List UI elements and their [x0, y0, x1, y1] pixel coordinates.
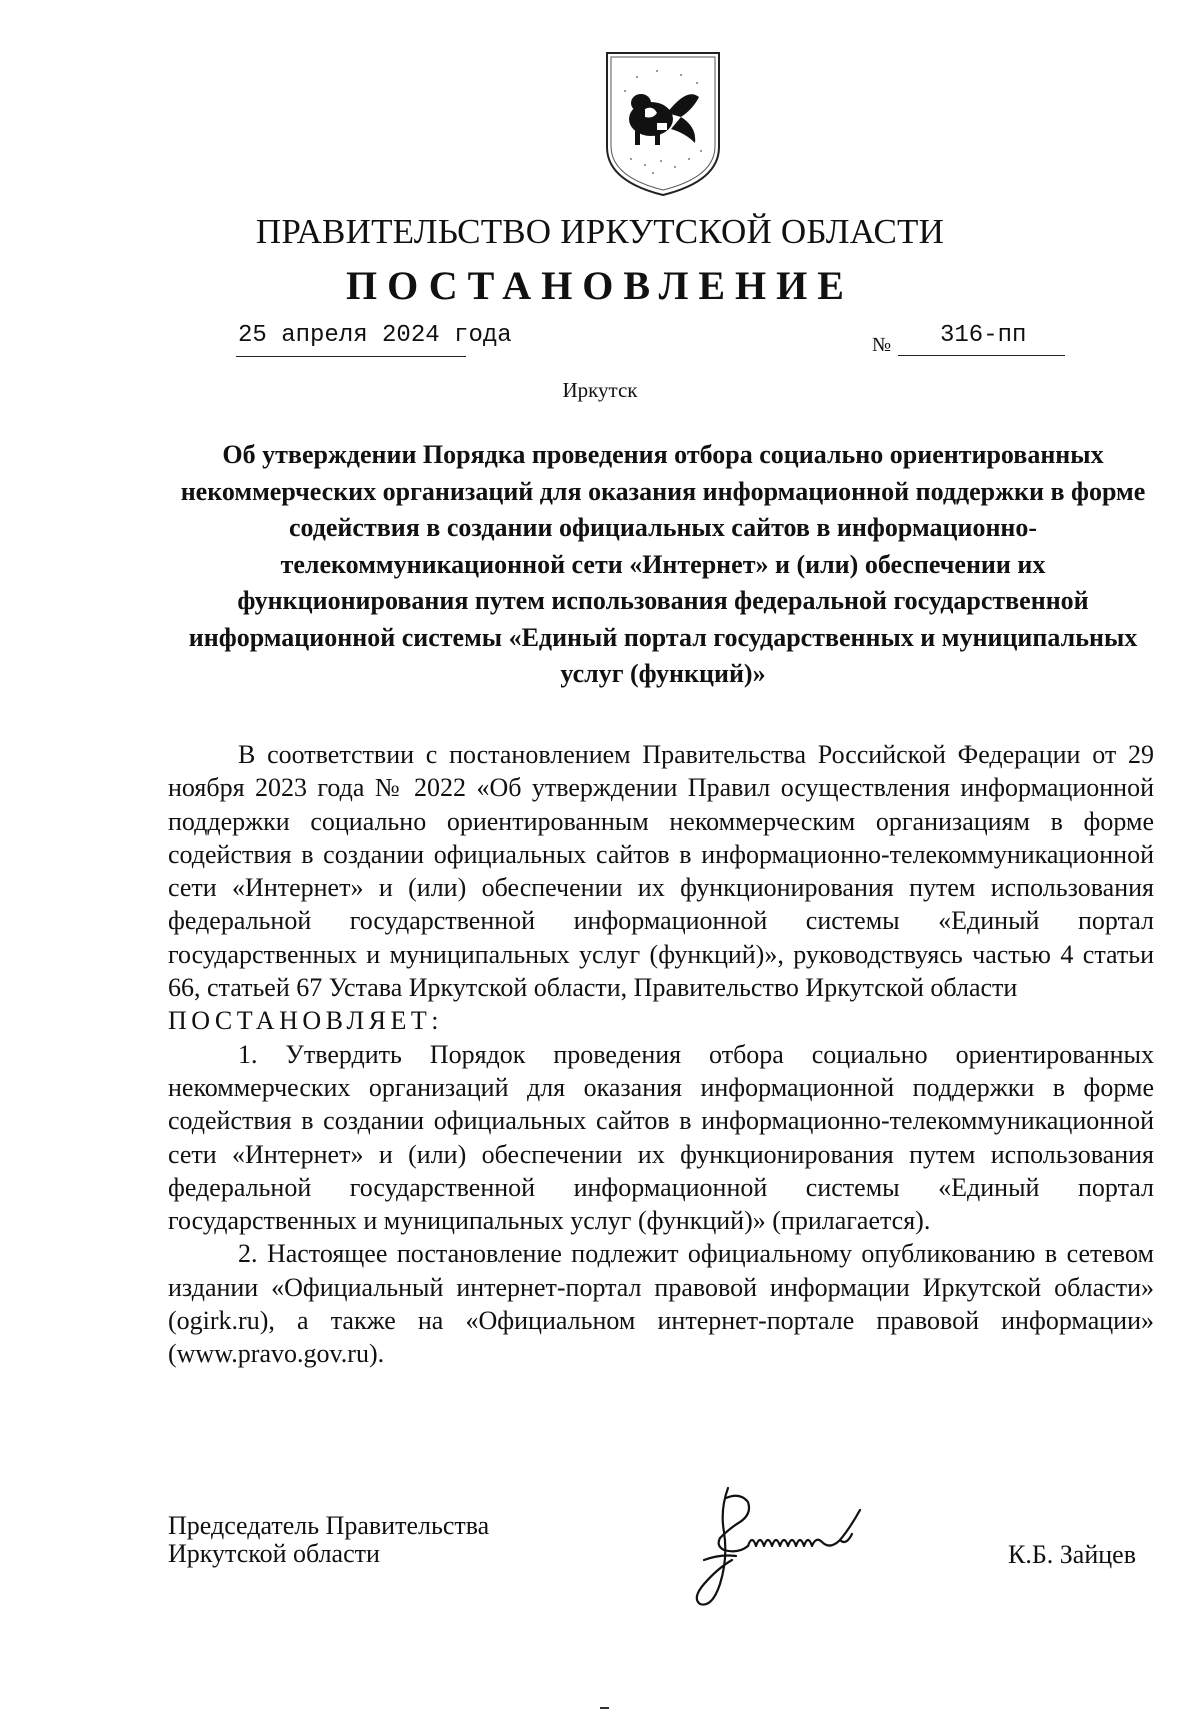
document-type: ПОСТАНОВЛЕНИЕ [346, 263, 854, 308]
signer-position-line: Иркутской области [168, 1539, 380, 1568]
clause-1: 1. Утвердить Порядок проведения отбора социально ориентированных некоммерческих организаций для оказания информационной поддержки в форме содействия в создании официальных сайтов в информационно-телекоммуникационной сети «Интернет» и (или) обеспечении их функционирования путем использования федеральной государственной информационной системы «Единый портал государственных и муниципальных услуг (функций)» (прилагается). [168, 1039, 1154, 1236]
preamble-paragraph: В соответствии с постановлением Правительства Российской Федерации от 29 ноября 2023 года № 2022 «Об утверждении Правил осуществления информационной поддержки социально ориентированным некоммерческим организациям в форме содействия в создании официальных сайтов в информационно-телекоммуникационной сети «Интернет» и (или) обеспечении их функционирования путем использования федеральной государственной информационной системы «Единый портал государственных и муниципальных услуг (функций)», руководствуясь частью 4 статьи 66, статьей 67 Устава Иркутской области, Правительство Иркутской области [168, 740, 1154, 1003]
decree-number: 316-пп [940, 322, 1027, 349]
decree-body [168, 738, 1154, 1371]
handwritten-signature-icon [690, 1480, 930, 1620]
decree-heading: Об утверждении Порядка проведения отбора социально ориентированных некоммерческих организаций для оказания информационной поддержки в форме содействия в создании официальных сайтов в информационно-телекоммуникационной сети «Интернет» и (или) обеспечении их функционирования путем использования федеральной государственной информационной системы «Единый портал государственных и муниципальных услуг (функций)» [180, 440, 1146, 688]
city: Иркутск [562, 378, 638, 402]
number-sign: № [872, 334, 892, 356]
signer-position [168, 1512, 489, 1568]
resolves-label: ПОСТАНОВЛЯЕТ: [168, 1006, 443, 1036]
date-underline [236, 356, 466, 357]
clause-2: 2. Настоящее постановление подлежит официальному опубликованию в сетевом издании «Официальный интернет-портал правовой информации Иркутской области» (ogirk.ru), а также на «Официальном интернет-портале правовой информации» (www.pravo.gov.ru). [168, 1239, 1154, 1369]
decree-date: 25 апреля 2024 года [238, 322, 512, 349]
irkutsk-coat-of-arms-icon [601, 47, 725, 199]
signer-position-line: Председатель Правительства [168, 1511, 490, 1540]
signee-name: К.Б. Зайцев [1008, 1540, 1136, 1569]
page-mark [600, 1707, 609, 1709]
government-title: ПРАВИТЕЛЬСТВО ИРКУТСКОЙ ОБЛАСТИ [255, 212, 945, 251]
number-underline [898, 355, 1065, 356]
